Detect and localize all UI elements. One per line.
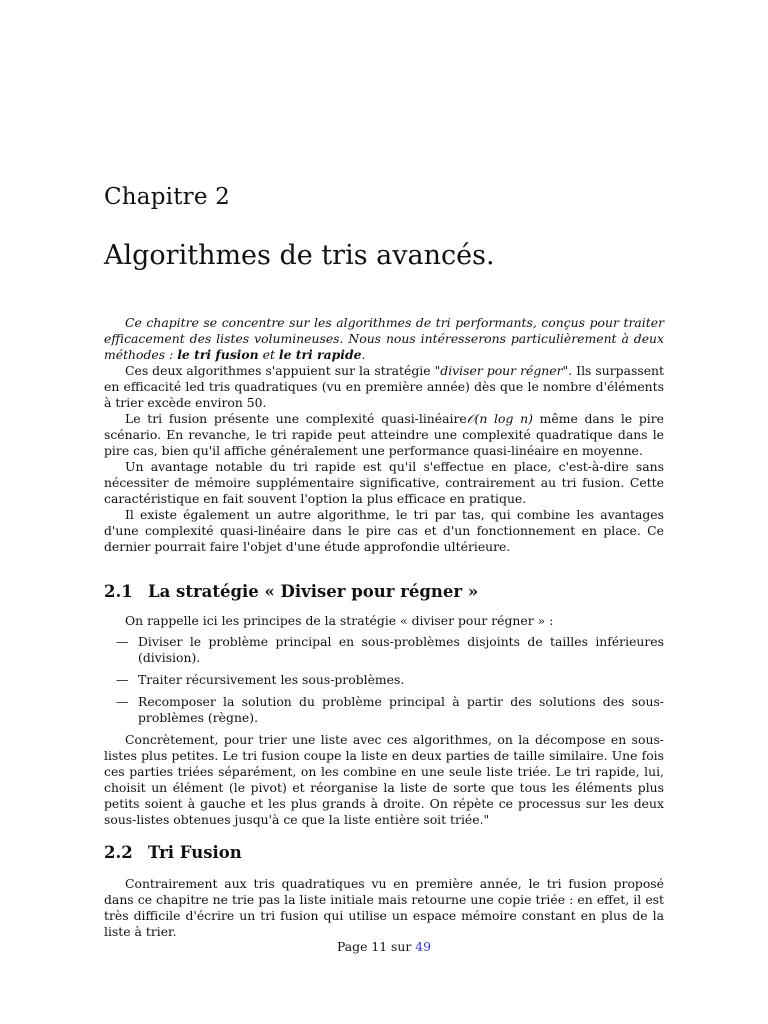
intro-paragraph-heapsort: Il existe également un autre algorithme, le tri par tas, qui combine les avantages d'une complexité quasi-linéaire dans le pire cas et d'un fonctionnement en place. Ce dernier pourrait faire l'objet d'une étude approfondie ultérieure. xyxy=(104,507,664,554)
intro-abstract xyxy=(104,315,664,363)
section-heading-2-2 xyxy=(104,843,242,862)
complexity-text: Le tri fusion présente une complexité quasi-linéaire xyxy=(125,411,467,426)
intro-paragraph-strategy xyxy=(104,363,664,411)
section-heading-2-1 xyxy=(104,582,478,601)
list-dash: — xyxy=(116,694,129,709)
list-item-text: Recomposer la solution du problème principal à partir des solutions des sous-problèmes (règne). xyxy=(138,694,664,725)
intro-paragraph-in-place: Un avantage notable du tri rapide est qu'il s'effectue en place, c'est-à-dire sans nécessiter de mémoire supplémentaire significative, contrairement au tri fusion. Cette caractéristique en fait souvent l'option la plus efficace en pratique. xyxy=(104,459,664,506)
list-item-text: Diviser le problème principal en sous-problèmes disjoints de tailles inférieures (division). xyxy=(138,634,664,665)
principles-list xyxy=(104,634,664,726)
abstract-end: . xyxy=(361,347,366,362)
list-dash: — xyxy=(116,672,129,687)
section-number: 2.1 xyxy=(104,582,133,601)
section-lead: On rappelle ici les principes de la stratégie « diviser pour régner » : xyxy=(125,613,554,628)
chapter-label: Chapitre 2 xyxy=(104,184,230,210)
section-paragraph: Concrètement, pour trier une liste avec ces algorithmes, on la décompose en sous-listes plus petites. Le tri fusion coupe la liste en deux parties de taille similaire. Une fois ces parties triées séparément, on les combine en une seule liste triée. Le tri rapide, lui, choisit un élément (le pivot) et réorganise la liste de sorte que tous les éléments plus petits soient à gauche et les plus grands à droite. On répète ce processus sur les deux sous-listes obtenues jusqu'à ce que la liste entière soit triée." xyxy=(104,732,664,827)
list-item xyxy=(104,634,664,666)
chapter-title: Algorithmes de tris avancés. xyxy=(104,240,495,271)
abstract-connector: et xyxy=(258,347,279,362)
page-footer xyxy=(0,939,768,954)
list-item xyxy=(104,694,664,726)
intro-paragraph-complexity xyxy=(104,411,664,459)
abstract-emphasis-fusion: le tri fusion xyxy=(177,347,259,362)
section-number: 2.2 xyxy=(104,843,133,862)
chapter-introduction xyxy=(104,315,664,555)
section-2-1-body xyxy=(104,613,664,828)
complexity-formula: 𝒪(n log n) xyxy=(466,411,533,426)
abstract-text: Ce chapitre se concentre sur les algorithmes de tri performants, conçus pour traiter efficacement des listes volumineuses. Nous nous intéresserons particulièrement à deux méthodes : xyxy=(104,315,664,362)
section-paragraph: Contrairement aux tris quadratiques vu en première année, le tri fusion proposé dans ce chapitre ne trie pas la liste initiale mais retourne une copie triée : en effet, il est très difficile d'écrire un tri fusion qui utilise un espace mémoire constant en plus de la liste à trier. xyxy=(104,876,664,939)
section-title: La stratégie « Diviser pour régner » xyxy=(148,582,479,601)
abstract-emphasis-rapide: le tri rapide xyxy=(278,347,362,362)
strategy-quote: "diviser pour régner" xyxy=(434,363,569,378)
complexity-text-end: même dans le pire scénario. En revanche, le tri rapide peut atteindre une complexité quadratique dans le pire cas, bien qu'il affiche généralement une performance quasi-linéaire en moyenne. xyxy=(104,411,664,458)
list-item-text: Traiter récursivement les sous-problèmes. xyxy=(138,672,405,687)
total-pages-link[interactable]: 49 xyxy=(415,939,432,954)
section-title: Tri Fusion xyxy=(148,843,242,862)
list-dash: — xyxy=(116,634,129,649)
page-number-label: Page 11 sur xyxy=(336,939,416,954)
section-2-2-body xyxy=(104,876,664,940)
strategy-text-end: . Ils surpassent en efficacité led tris quadratiques (vu en première année) dès que le nombre d'éléments à trier excède environ 50. xyxy=(104,363,664,410)
strategy-text: Ces deux algorithmes s'appuient sur la stratégie xyxy=(125,363,435,378)
list-item xyxy=(104,672,664,688)
